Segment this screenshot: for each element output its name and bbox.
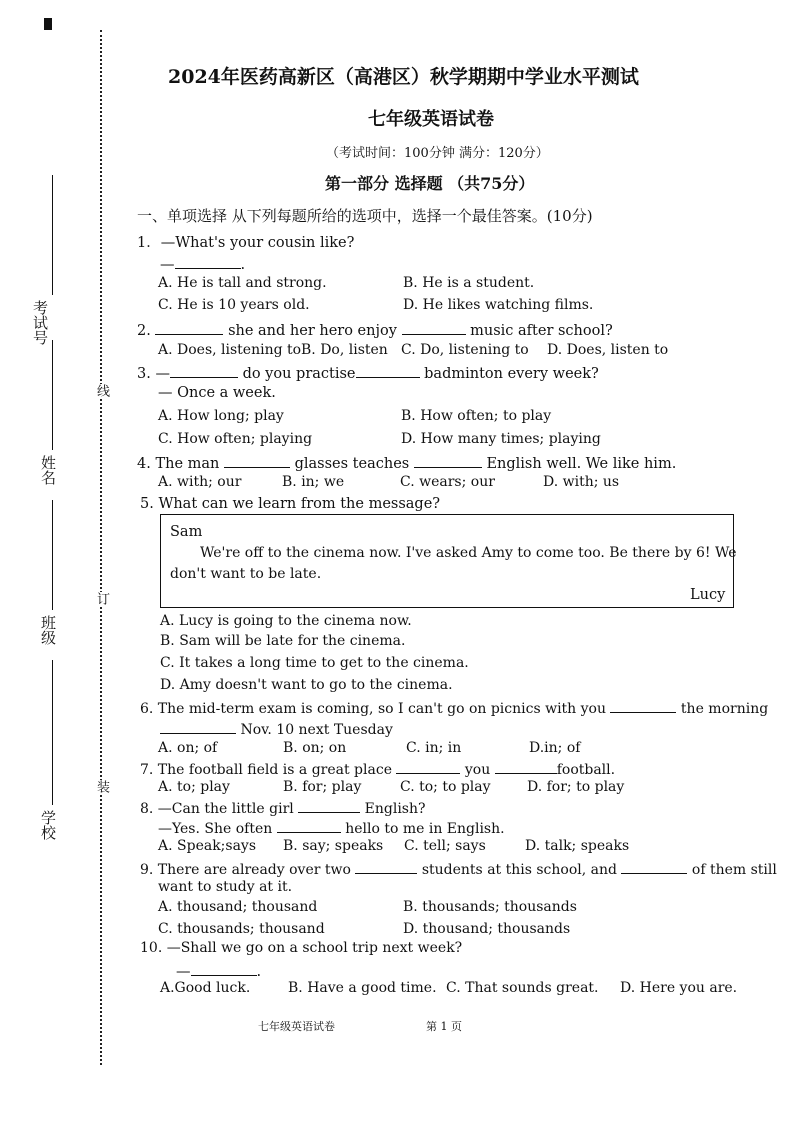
exam-number-label: 考试号 — [31, 300, 49, 345]
q9-option-c: C. thousands; thousand — [158, 921, 325, 937]
q5-stem: 5. What can we learn from the message? — [140, 496, 441, 512]
q2-option-c: C. Do, listening to — [401, 342, 529, 358]
q7-option-a: A. to; play — [158, 779, 230, 795]
q7-option-b: B. for; play — [283, 779, 362, 795]
q6-option-a: A. on; of — [158, 740, 218, 756]
exam-number-blank — [52, 175, 53, 295]
q3-response: — Once a week. — [158, 385, 276, 401]
part-heading: 第一部分 选择题 （共75分） — [325, 174, 535, 193]
name-label: 姓名 — [39, 455, 57, 485]
q1-option-b: B. He is a student. — [403, 275, 535, 291]
q9-stem: 9. There are already over two students at this school, and of them still — [140, 859, 777, 878]
q4-stem: 4. The man glasses teaches English well. We like him. — [137, 453, 676, 472]
q9-option-a: A. thousand; thousand — [158, 899, 318, 915]
q8-option-b: B. say; speaks — [283, 838, 384, 854]
q3-option-c: C. How often; playing — [158, 431, 313, 447]
message-body-line1: We're off to the cinema now. I've asked Amy to come too. Be there by 6! We — [200, 545, 737, 561]
exam-info: （考试时间：100分钟 满分：120分） — [326, 146, 549, 161]
q10-answer-line: — . — [176, 961, 261, 980]
q4-option-c: C. wears; our — [400, 474, 495, 490]
q8-option-c: C. tell; says — [404, 838, 486, 854]
school-label: 学校 — [39, 810, 57, 840]
q8-stem: 8. —Can the little girl English? — [140, 798, 426, 817]
q3-option-d: D. How many times; playing — [401, 431, 601, 447]
q1-option-d: D. He likes watching films. — [403, 297, 594, 313]
q2-option-b: B. Do, listen — [301, 342, 388, 358]
q6-option-d: D.in; of — [529, 740, 581, 756]
q10-option-c: C. That sounds great. — [446, 980, 599, 996]
message-body-line2: don't want to be late. — [170, 566, 322, 582]
section-heading: 一、单项选择 从下列每题所给的选项中，选择一个最佳答案。(10分) — [137, 207, 593, 225]
exam-title: 2024年医药高新区（高港区）秋学期期中学业水平测试 — [168, 66, 639, 88]
q7-stem: 7. The football field is a great place you football. — [140, 759, 615, 778]
q4-option-b: B. in; we — [282, 474, 345, 490]
q4-option-d: D. with; us — [543, 474, 620, 490]
class-label: 班级 — [39, 615, 57, 645]
q10-option-d: D. Here you are. — [620, 980, 738, 996]
class-blank — [52, 500, 53, 610]
page-number: 第 1 页 — [426, 1020, 462, 1033]
q5-option-a: A. Lucy is going to the cinema now. — [160, 613, 412, 629]
q3-option-a: A. How long; play — [158, 408, 284, 424]
q5-option-c: C. It takes a long time to get to the cinema. — [160, 655, 469, 671]
q4-option-a: A. with; our — [158, 474, 242, 490]
q9-option-d: D. thousand; thousands — [403, 921, 571, 937]
school-blank — [52, 660, 53, 805]
binding-dotted-line — [100, 30, 102, 1065]
message-box — [160, 514, 734, 608]
q1-option-a: A. He is tall and strong. — [158, 275, 327, 291]
q9-stem-cont: want to study at it. — [158, 879, 293, 895]
q1-answer-line: — . — [160, 254, 245, 273]
q6-option-b: B. on; on — [283, 740, 347, 756]
q8-response: —Yes. She often hello to me in English. — [158, 818, 505, 837]
message-sender: Lucy — [690, 587, 726, 603]
q8-option-d: D. talk; speaks — [525, 838, 630, 854]
q5-option-d: D. Amy doesn't want to go to the cinema. — [160, 677, 453, 693]
q10-option-b: B. Have a good time. — [288, 980, 437, 996]
message-recipient: Sam — [170, 524, 203, 540]
q6-option-c: C. in; in — [406, 740, 462, 756]
q1-option-c: C. He is 10 years old. — [158, 297, 310, 313]
q3-stem: 3. — do you practise badminton every week? — [137, 363, 599, 382]
binding-zhuang-mark: 装 — [94, 780, 109, 793]
q10-stem: 10. —Shall we go on a school trip next week? — [140, 940, 463, 956]
footer-title: 七年级英语试卷 — [258, 1020, 335, 1033]
q5-option-b: B. Sam will be late for the cinema. — [160, 633, 406, 649]
q8-option-a: A. Speak;says — [158, 838, 257, 854]
q2-option-a: A. Does, listening to — [158, 342, 302, 358]
binding-ding-mark: 订 — [94, 592, 109, 605]
q10-option-a: A.Good luck. — [160, 980, 251, 996]
q6-stem: 6. The mid-term exam is coming, so I can't go on picnics with you the morning — [140, 698, 768, 717]
q2-option-d: D. Does, listen to — [547, 342, 669, 358]
binding-line-mark: 线 — [94, 384, 109, 397]
exam-subtitle: 七年级英语试卷 — [368, 109, 494, 130]
q3-option-b: B. How often; to play — [401, 408, 552, 424]
q7-option-d: D. for; to play — [527, 779, 625, 795]
corner-mark — [44, 18, 52, 30]
q7-option-c: C. to; to play — [400, 779, 491, 795]
q1-stem: 1．—What's your cousin like? — [137, 235, 355, 251]
q2-stem: 2. she and her hero enjoy music after school? — [137, 320, 613, 339]
q9-option-b: B. thousands; thousands — [403, 899, 577, 915]
q6-stem-cont: Nov. 10 next Tuesday — [160, 719, 393, 738]
name-blank — [52, 340, 53, 450]
